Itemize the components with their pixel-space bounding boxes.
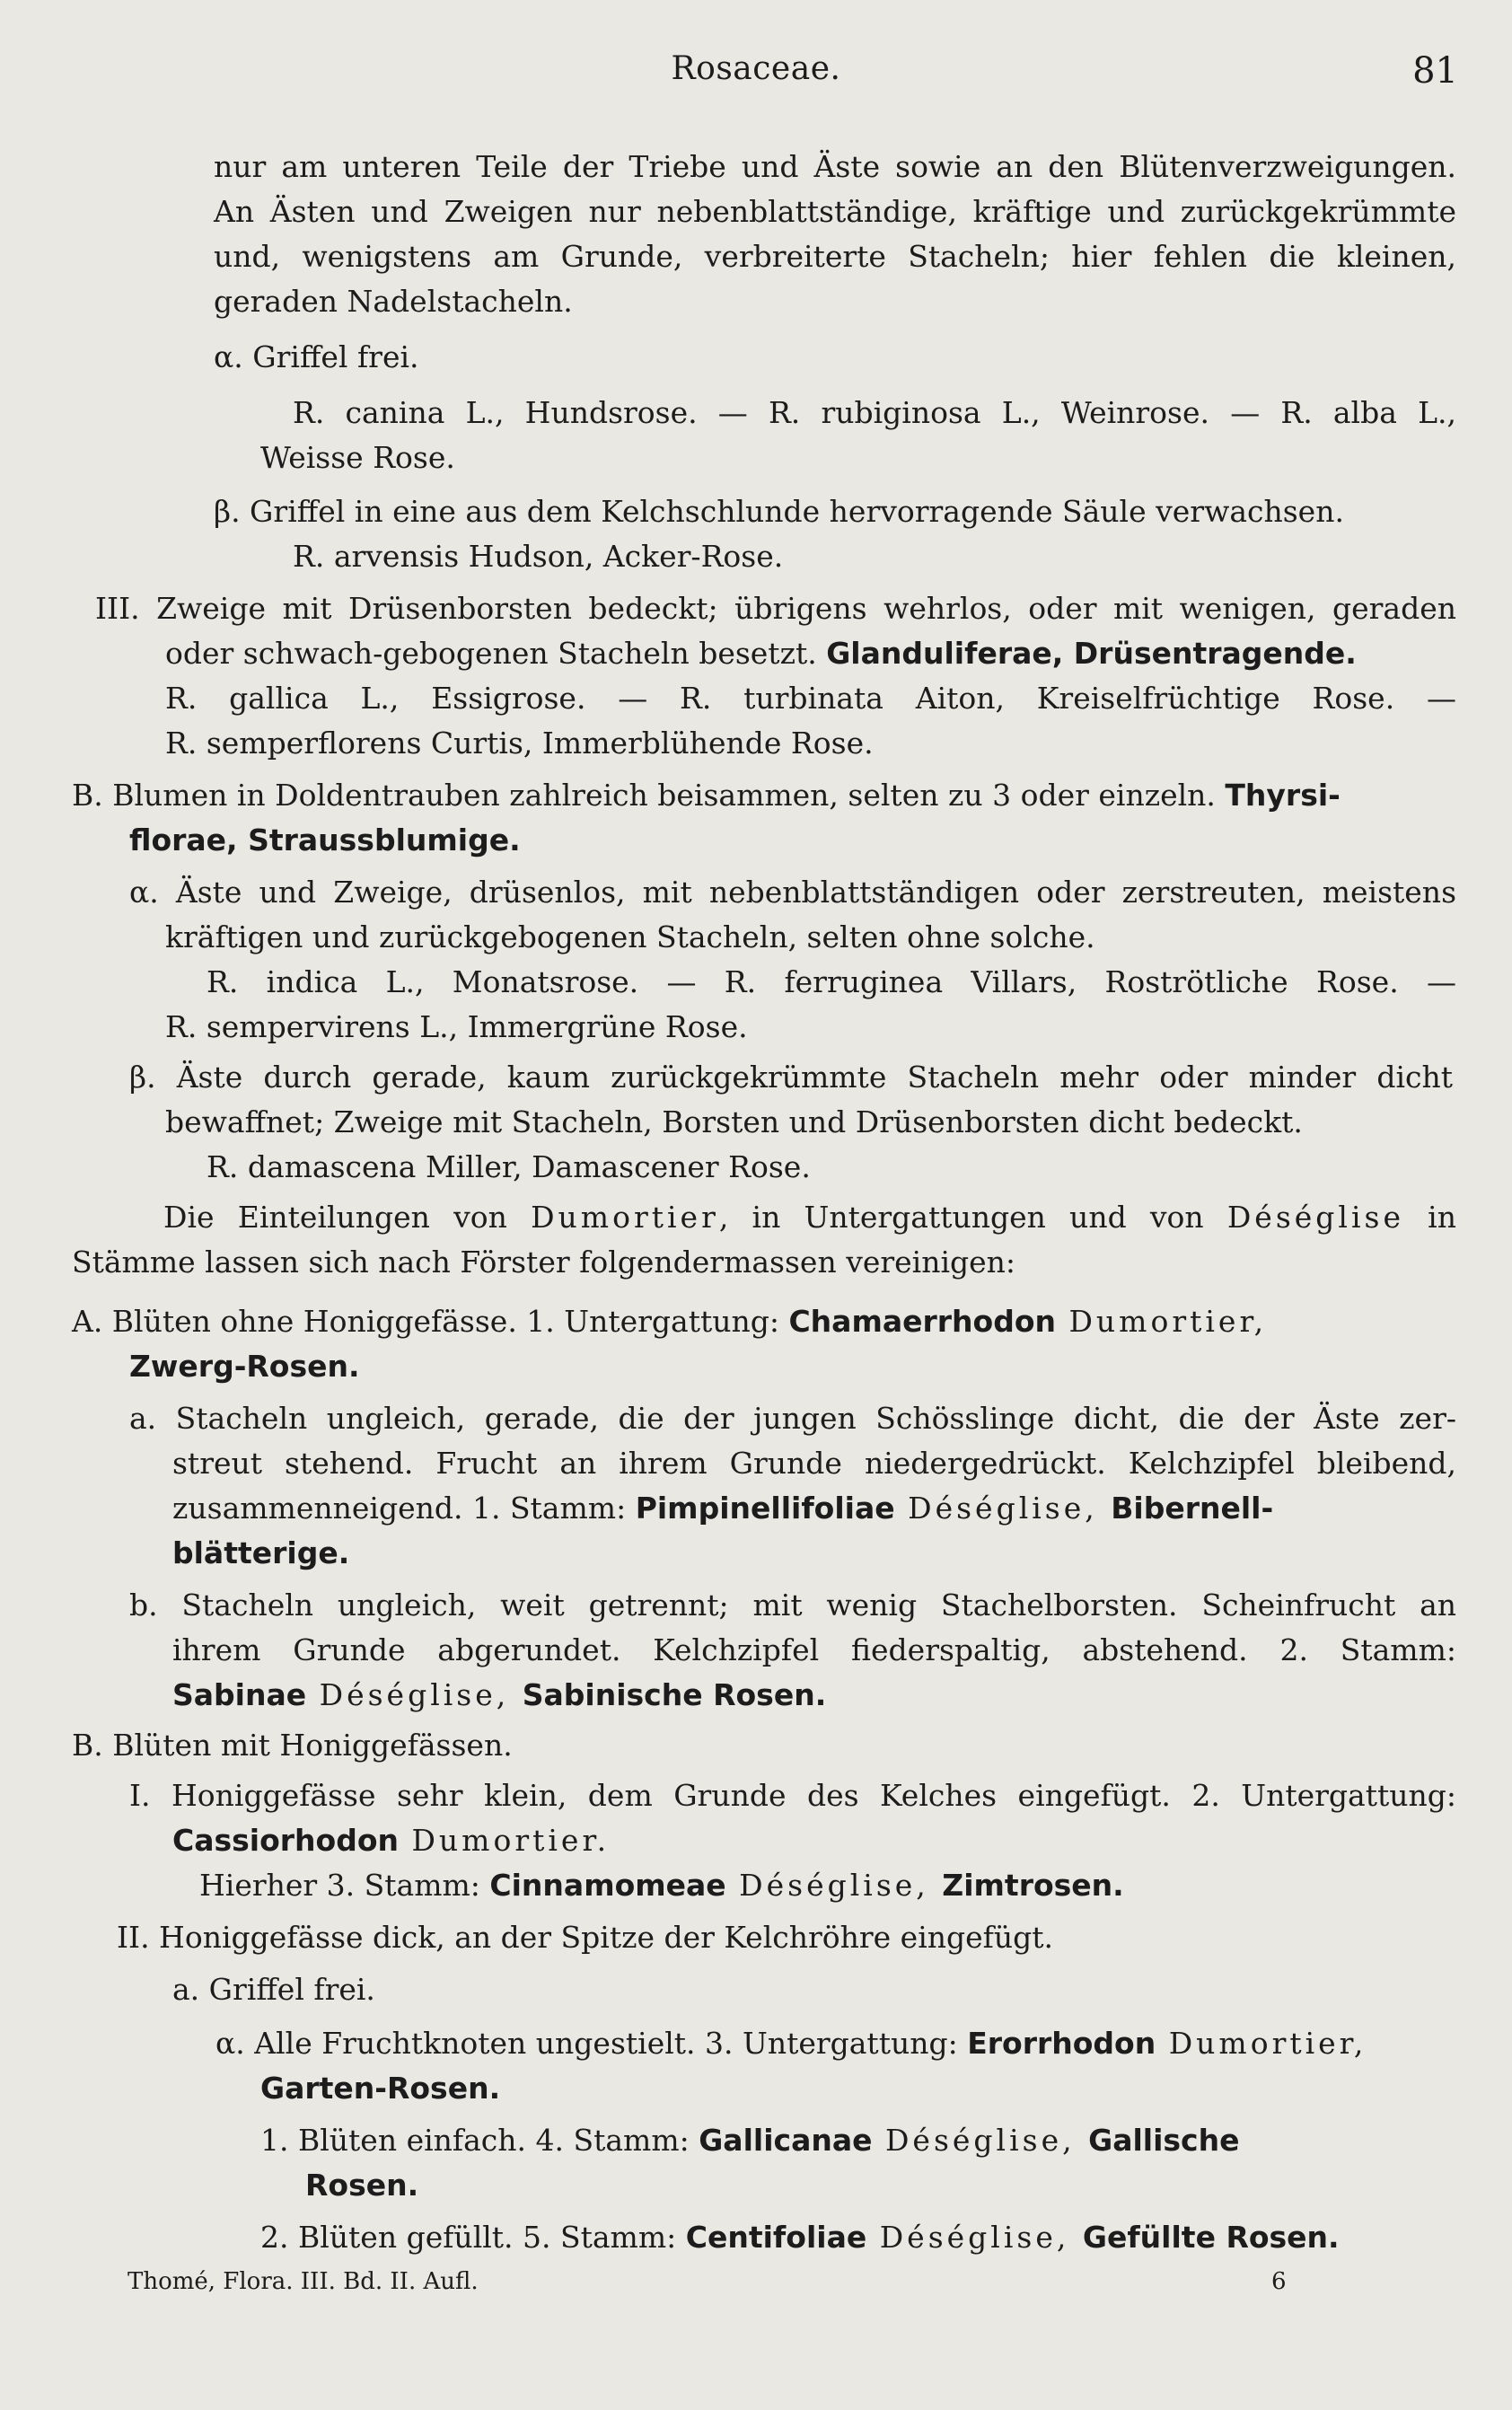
text-line [172,1535,349,1571]
taxon-bold: Gefüllte Rosen. [1082,2220,1340,2255]
text-line: Die Einteilungen von Dumortier, in Untergattungen und von Déséglise in [163,1200,1456,1235]
text-line: α. Alle Fruchtknoten ungestielt. 3. Untergattung: Erorrhodon Dumortier, [215,2026,1367,2061]
taxon-bold: Sabinae [172,1677,307,1712]
text-line: 2. Blüten gefüllt. 5. Stamm: Centifoliae Déséglise, Gefüllte Rosen. [260,2220,1340,2255]
text-line: zusammenneigend. 1. Stamm: Pimpinellifoliae Déséglise, Bibernell- [172,1491,1274,1526]
text-line: I. Honiggefässe sehr klein, dem Grunde des Kelches eingefügt. 2. Untergattung: [129,1778,1456,1813]
text-line: Sabinae Déséglise, Sabinische Rosen. [172,1677,827,1712]
taxon-bold: florae, Straussblumige. [129,822,521,858]
text-line: B. Blüten mit Honiggefässen. [72,1728,513,1763]
text-line: a. Griffel frei. [172,1972,375,2007]
text-line: III. Zweige mit Drüsenborsten bedeckt; übrigens wehrlos, oder mit wenigen, geraden [95,591,1456,626]
taxon-bold: blätterige. [172,1535,350,1570]
taxon-bold: Cinnamomeae [489,1868,726,1903]
text-line: oder schwach-gebogenen Stacheln besetzt. Glanduliferae, Drüsentragende. [165,636,1357,671]
text-line: R. damascena Miller, Damascener Rose. [207,1149,811,1184]
signature-mark: 6 [1271,2268,1287,2295]
text-line: a. Stacheln ungleich, gerade, die der jungen Schösslinge dicht, die der Äste zer- [129,1401,1456,1436]
text-line: streut stehend. Frucht an ihrem Grunde niedergedrückt. Kelchzipfel bleibend, [172,1446,1456,1481]
taxon-bold: Glanduliferae, Drüsentragende. [826,636,1357,671]
text-line: R. sempervirens L., Immergrüne Rose. [165,1009,748,1044]
text-line: geraden Nadelstacheln. [214,284,573,319]
taxon-bold: Centifoliae [685,2220,867,2255]
footer-citation: Thomé, Flora. III. Bd. II. Aufl. [127,2268,479,2295]
taxon-bold: Pimpinellifoliae [635,1491,895,1526]
text-line: b. Stacheln ungleich, weit getrennt; mit wenig Stachelborsten. Scheinfrucht an [129,1588,1456,1623]
text-line: kräftigen und zurückgebogenen Stacheln, selten ohne solche. [165,919,1095,954]
text-line: ihrem Grunde abgerundet. Kelchzipfel fiederspaltig, abstehend. 2. Stamm: [172,1632,1456,1667]
taxon-bold: Garten-Rosen. [260,2071,501,2106]
taxon-bold: Bibernell- [1111,1491,1274,1526]
text-line: β. Äste durch gerade, kaum zurückgekrümmte Stacheln mehr oder minder dicht [129,1060,1453,1095]
text-line: R. semperflorens Curtis, Immerblühende Rose. [165,726,874,761]
text-line: α. Äste und Zweige, drüsenlos, mit nebenblattständigen oder zerstreuten, meistens [129,875,1456,910]
text-line: R. gallica L., Essigrose. — R. turbinata Aiton, Kreiselfrüchtige Rose. — [165,681,1456,716]
page-number: 81 [1412,50,1458,92]
text-line: B. Blumen in Doldentrauben zahlreich beisammen, selten zu 3 oder einzeln. Thyrsi- [72,778,1341,813]
text-line [260,2071,500,2107]
taxon-bold: Chamaerrhodon [788,1304,1056,1339]
text-line: A. Blüten ohne Honiggefässe. 1. Untergattung: Chamaerrhodon Dumortier, [72,1304,1268,1339]
text-line: und, wenigstens am Grunde, verbreiterte Stacheln; hier fehlen die kleinen, [214,239,1456,274]
text-line: β. Griffel in eine aus dem Kelchschlunde hervorragende Säule verwachsen. [214,494,1344,529]
taxon-bold: Gallische [1088,2123,1240,2158]
taxon-bold: Zimtrosen. [942,1868,1124,1903]
text-line: Hierher 3. Stamm: Cinnamomeae Déséglise, Zimtrosen. [199,1868,1124,1903]
taxon-bold: Zwerg-Rosen. [129,1349,360,1384]
taxon-bold: Cassiorhodon [172,1823,399,1858]
text-line: Weisse Rose. [260,440,455,475]
text-line: An Ästen und Zweigen nur nebenblattständige, kräftige und zurückgekrümmte [214,194,1456,229]
text-line: Stämme lassen sich nach Förster folgendermassen vereinigen: [72,1245,1016,1280]
text-line [305,2168,418,2203]
taxon-bold: Erorrhodon [967,2026,1156,2061]
text-line: Cassiorhodon Dumortier. [172,1823,611,1858]
taxon-bold: Thyrsi- [1225,778,1341,813]
taxon-bold: Gallicanae [699,2123,873,2158]
taxon-bold: Rosen. [305,2168,419,2203]
text-line: II. Honiggefässe dick, an der Spitze der Kelchröhre eingefügt. [117,1920,1054,1955]
text-line: bewaffnet; Zweige mit Stacheln, Borsten und Drüsenborsten dicht bedeckt. [165,1104,1303,1139]
text-line: 1. Blüten einfach. 4. Stamm: Gallicanae Déséglise, Gallische [260,2123,1240,2158]
text-line: R. indica L., Monatsrose. — R. ferruginea Villars, Roströtliche Rose. — [207,964,1456,999]
text-line [129,1349,360,1385]
running-header-title: Rosaceae. [671,50,841,87]
text-line: R. canina L., Hundsrose. — R. rubiginosa L., Weinrose. — R. alba L., [293,395,1456,430]
text-line: R. arvensis Hudson, Acker-Rose. [293,539,784,574]
text-line: nur am unteren Teile der Triebe und Äste sowie an den Blütenverzweigungen. [214,149,1456,184]
taxon-bold: Sabinische Rosen. [522,1677,827,1712]
text-line [129,822,521,858]
text-line: α. Griffel frei. [214,339,419,374]
